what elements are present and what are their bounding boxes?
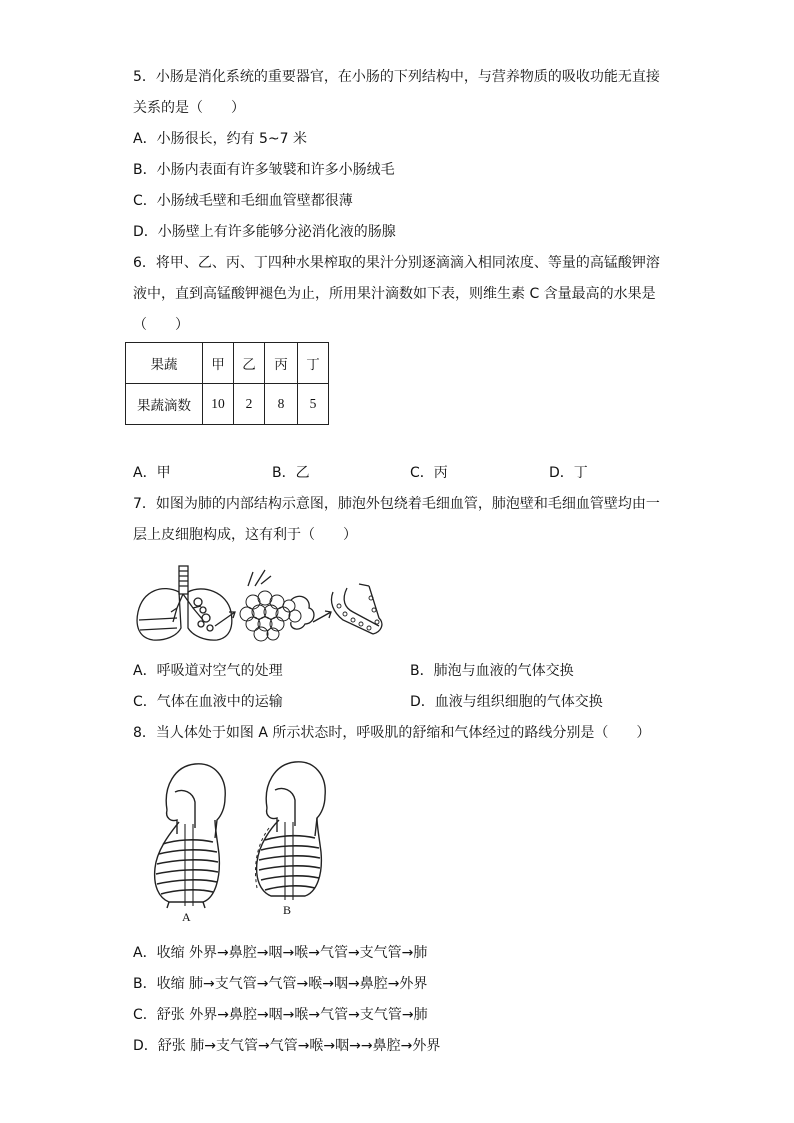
table-cell: 甲 [203,343,234,384]
table-cell: 8 [265,384,298,425]
q8-option-b: B．收缩 肺→支气管→气管→喉→咽→鼻腔→外界 [133,976,428,992]
q8-option-a: A．收缩 外界→鼻腔→咽→喉→气管→支气管→肺 [133,945,428,961]
q5-option-b: B．小肠内表面有许多皱襞和许多小肠绒毛 [133,162,395,178]
q5-option-d: D．小肠壁上有许多能够分泌消化液的肠腺 [133,224,396,240]
table-cell: 2 [234,384,265,425]
table-cell: 丙 [265,343,298,384]
q5-option-c: C．小肠绒毛壁和毛细血管壁都很薄 [133,193,353,209]
q7-option-c: C．气体在血液中的运输 [133,694,283,710]
table-cell: 果蔬 [126,343,203,384]
q5-option-a: A．小肠很长，约有 5~7 米 [133,131,308,147]
table-header-row [126,343,329,384]
q7-option-a: A．呼吸道对空气的处理 [133,663,283,679]
lung-structure-figure [133,562,388,652]
q7-option-d: D．血液与组织细胞的气体交换 [410,694,603,710]
breathing-figure [145,758,345,930]
q6-option-d: D．丁 [549,465,588,481]
table-cell: 丁 [298,343,329,384]
q6-stem-line1: 6．将甲、乙、丙、丁四种水果榨取的果汁分别逐滴滴入相同浓度、等量的高锰酸钾溶 [133,255,660,271]
table-cell: 5 [298,384,329,425]
table-cell: 果蔬滴数 [126,384,203,425]
q6-option-c: C．丙 [410,465,448,481]
q8-stem-line1: 8．当人体处于如图 A 所示状态时，呼吸肌的舒缩和气体经过的路线分别是（ ） [133,725,651,741]
table-cell: 10 [203,384,234,425]
q7-stem-line1: 7．如图为肺的内部结构示意图，肺泡外包绕着毛细血管，肺泡壁和毛细血管壁均由一 [133,496,660,512]
q5-stem-line1: 5．小肠是消化系统的重要器官，在小肠的下列结构中，与营养物质的吸收功能无直接 [133,69,660,85]
figure-label-b: B [283,903,292,917]
q7-stem-line2: 层上皮细胞构成，这有利于（ ） [133,527,357,543]
q6-stem-line3: （ ） [133,317,189,333]
figure-label-a: A [182,910,191,924]
q8-option-c: C．舒张 外界→鼻腔→咽→喉→气管→支气管→肺 [133,1007,428,1023]
fruit-drops-table [125,342,329,425]
q6-option-a: A．甲 [133,465,171,481]
q8-option-d: D．舒张 肺→支气管→气管→喉→咽→→鼻腔→外界 [133,1038,441,1054]
q6-option-b: B．乙 [272,465,310,481]
table-row [126,384,329,425]
table-cell: 乙 [234,343,265,384]
q7-option-b: B．肺泡与血液的气体交换 [410,663,574,679]
q5-stem-line2: 关系的是（ ） [133,100,245,116]
q6-stem-line2: 液中，直到高锰酸钾褪色为止，所用果汁滴数如下表，则维生素 C 含量最高的水果是 [133,286,656,302]
